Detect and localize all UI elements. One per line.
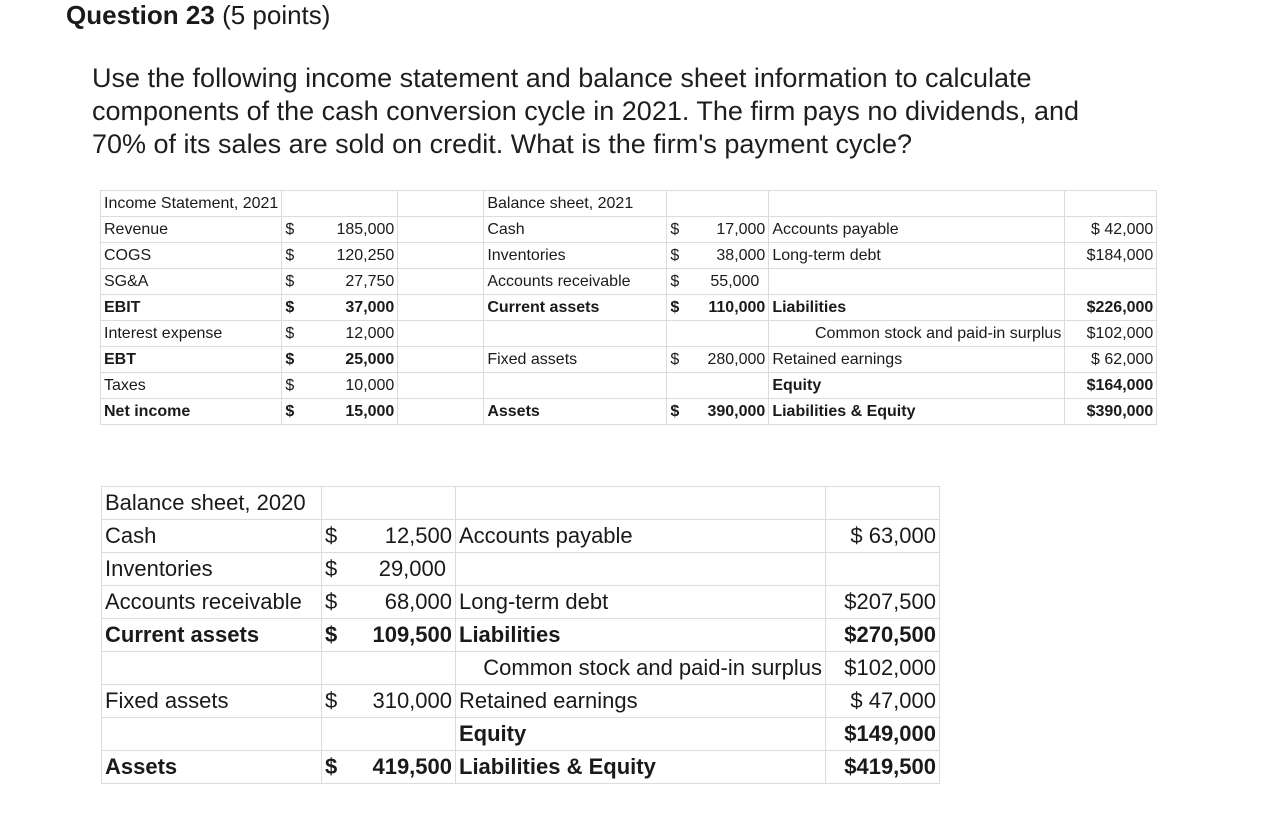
- bs-liab-value: $270,500: [826, 619, 940, 652]
- is-value: 120,250: [336, 247, 395, 264]
- bs-asset-value: 12,500: [384, 523, 452, 548]
- bs-asset-label: Current assets: [484, 295, 667, 321]
- bs-asset-value: 29,000: [378, 556, 446, 581]
- bs-asset-value: 390,000: [707, 403, 766, 420]
- bs-asset-label: Current assets: [102, 619, 322, 652]
- currency-symbol: $: [285, 377, 295, 394]
- bs-asset-label: Accounts receivable: [102, 586, 322, 619]
- bs-liab-label: Accounts payable: [769, 217, 1065, 243]
- table-row: [101, 243, 1157, 269]
- is-value: 12,000: [345, 325, 395, 342]
- is-value: 185,000: [336, 221, 395, 238]
- bs-asset-value: 55,000: [710, 273, 760, 290]
- bs-liab-label: Accounts payable: [456, 520, 826, 553]
- bs-asset-value: 68,000: [384, 589, 452, 614]
- currency-symbol: $: [670, 351, 680, 368]
- table-row: [101, 321, 1157, 347]
- financials-2021-table: [100, 190, 1157, 425]
- bs-liab-label: Retained earnings: [769, 347, 1065, 373]
- table-row: [102, 718, 940, 751]
- bs-liab-value: $ 62,000: [1065, 347, 1157, 373]
- currency-symbol: $: [325, 754, 338, 779]
- currency-symbol: $: [285, 299, 295, 316]
- is-value: 15,000: [345, 403, 395, 420]
- bs-liab-label: Liabilities & Equity: [456, 751, 826, 784]
- bs-liab-value: $164,000: [1065, 373, 1157, 399]
- table-row: [102, 520, 940, 553]
- bs-asset-label: Cash: [484, 217, 667, 243]
- bs-liab-value: $102,000: [1065, 321, 1157, 347]
- question-points: (5 points): [222, 0, 331, 30]
- table-row: [101, 373, 1157, 399]
- bs-asset-value: 419,500: [372, 754, 452, 779]
- currency-symbol: $: [670, 403, 680, 420]
- table-row: [102, 685, 940, 718]
- is-label: COGS: [101, 243, 282, 269]
- bs-asset-value: 38,000: [716, 247, 766, 264]
- bs-asset-label: Assets: [102, 751, 322, 784]
- bs-asset-label: Inventories: [102, 553, 322, 586]
- table-row: [102, 487, 940, 520]
- is-value: 25,000: [345, 351, 395, 368]
- currency-symbol: $: [670, 299, 680, 316]
- is-label: Interest expense: [101, 321, 282, 347]
- bs-liab-label: Retained earnings: [456, 685, 826, 718]
- balance-2020-title: Balance sheet, 2020: [102, 487, 322, 520]
- bs-liab-value: $149,000: [826, 718, 940, 751]
- bs-asset-value: 109,500: [372, 622, 452, 647]
- bs-liab-label: Long-term debt: [456, 586, 826, 619]
- bs-liab-value: $ 63,000: [826, 520, 940, 553]
- bs-asset-label: Fixed assets: [102, 685, 322, 718]
- bs-liab-value: $184,000: [1065, 243, 1157, 269]
- is-label: EBIT: [101, 295, 282, 321]
- currency-symbol: $: [285, 351, 295, 368]
- bs-asset-label: Inventories: [484, 243, 667, 269]
- balance-2020-table: [101, 486, 940, 784]
- currency-symbol: $: [285, 403, 295, 420]
- currency-symbol: $: [670, 221, 680, 238]
- bs-liab-value: $207,500: [826, 586, 940, 619]
- table-row: [102, 553, 940, 586]
- currency-symbol: $: [325, 556, 338, 581]
- bs-liab-label: Common stock and paid-in surplus: [769, 321, 1065, 347]
- table-row: [101, 399, 1157, 425]
- currency-symbol: $: [325, 688, 338, 713]
- balance-2021-title: Balance sheet, 2021: [484, 191, 667, 217]
- currency-symbol: $: [325, 523, 338, 548]
- bs-liab-value: $419,500: [826, 751, 940, 784]
- bs-asset-value: 110,000: [708, 299, 766, 316]
- table-row: [102, 619, 940, 652]
- bs-asset-label: Cash: [102, 520, 322, 553]
- is-label: SG&A: [101, 269, 282, 295]
- income-statement-title: Income Statement, 2021: [101, 191, 282, 217]
- bs-asset-label: Assets: [484, 399, 667, 425]
- table-row: [101, 269, 1157, 295]
- bs-liab-label: Long-term debt: [769, 243, 1065, 269]
- currency-symbol: $: [285, 325, 295, 342]
- bs-asset-value: 17,000: [716, 221, 766, 238]
- table-row: [101, 295, 1157, 321]
- is-value: 10,000: [345, 377, 395, 394]
- bs-liab-value: $ 47,000: [826, 685, 940, 718]
- table-row: [102, 586, 940, 619]
- currency-symbol: $: [325, 589, 338, 614]
- table-row: [101, 191, 1157, 217]
- is-value: 37,000: [345, 299, 395, 316]
- bs-asset-value: 310,000: [372, 688, 452, 713]
- is-value: 27,750: [345, 273, 395, 290]
- bs-asset-label: Accounts receivable: [484, 269, 667, 295]
- bs-liab-label: Liabilities & Equity: [769, 399, 1065, 425]
- bs-liab-value: $ 42,000: [1065, 217, 1157, 243]
- table-row: [102, 751, 940, 784]
- table-row: [102, 652, 940, 685]
- is-label: EBT: [101, 347, 282, 373]
- currency-symbol: $: [670, 247, 680, 264]
- bs-liab-label: Common stock and paid-in surplus: [456, 652, 826, 685]
- bs-liab-value: $226,000: [1065, 295, 1157, 321]
- currency-symbol: $: [285, 247, 295, 264]
- table-row: [101, 217, 1157, 243]
- bs-asset-value: 280,000: [707, 351, 766, 368]
- is-label: Taxes: [101, 373, 282, 399]
- currency-symbol: $: [285, 221, 295, 238]
- bs-liab-value: $390,000: [1065, 399, 1157, 425]
- bs-liab-label: Liabilities: [456, 619, 826, 652]
- bs-liab-label: Equity: [769, 373, 1065, 399]
- table-row: [101, 347, 1157, 373]
- is-label: Revenue: [101, 217, 282, 243]
- currency-symbol: $: [670, 273, 680, 290]
- question-prompt: Use the following income statement and balance sheet information to calculate components of the cash conversion cycle in 2021. The firm pays no dividends, and 70% of its sales are sold on credit. What is the firm's payment cycle?: [92, 63, 1080, 159]
- is-label: Net income: [101, 399, 282, 425]
- bs-liab-label: Equity: [456, 718, 826, 751]
- currency-symbol: $: [325, 622, 338, 647]
- bs-liab-value: $102,000: [826, 652, 940, 685]
- currency-symbol: $: [285, 273, 295, 290]
- bs-asset-label: Fixed assets: [484, 347, 667, 373]
- question-header: [66, 0, 330, 30]
- bs-liab-label: Liabilities: [769, 295, 1065, 321]
- question-number: Question 23: [66, 0, 215, 30]
